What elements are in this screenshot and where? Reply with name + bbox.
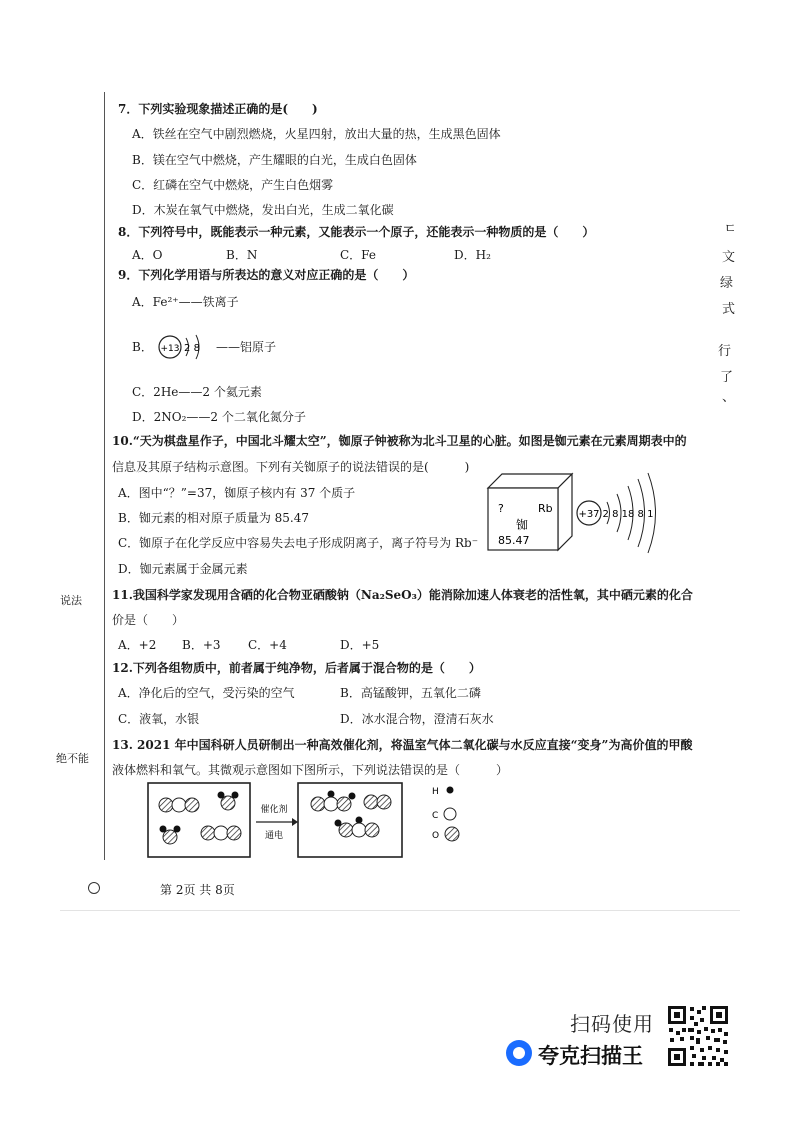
q11-option-b: B．+3 [182, 638, 221, 652]
q12-option-c: C．液氧，水银 [118, 712, 200, 726]
q12-option-b: B．高锰酸钾，五氧化二磷 [340, 686, 481, 700]
margin-glyph: 行 [718, 344, 732, 359]
page-number: 第 2页 共 8页 [160, 883, 235, 897]
al-shell-electrons: 2 8 [184, 343, 200, 354]
q8-stem: 8．下列符号中，既能表示一种元素，又能表示一个原子，还能表示一种物质的是（ ） [118, 225, 595, 239]
q12-stem: 12.下列各组物质中，前者属于纯净物，后者属于混合物的是（ ） [112, 661, 481, 675]
margin-glyph: 式 [722, 302, 736, 317]
condition-electricity: 通电 [264, 831, 284, 841]
rb-name: 铷 [516, 518, 529, 532]
q7-option-a: A．铁丝在空气中剧烈燃烧，火星四射，放出大量的热，生成黑色固体 [132, 127, 501, 141]
q11-option-d: D．+5 [340, 638, 380, 652]
q7-option-b: B．镁在空气中燃烧，产生耀眼的白光，生成白色固体 [132, 153, 417, 167]
atom-legend [428, 780, 488, 850]
aluminum-atom-diagram [156, 330, 218, 364]
rb-shell-electrons: 2 8 18 8 1 [602, 509, 654, 520]
q10-option-d: D．铷元素属于金属元素 [118, 562, 248, 576]
scanner-logo-icon [506, 1040, 532, 1066]
margin-text-a: 说法 [60, 594, 82, 607]
q13-stem-line1: 13. 2021 年中国科研人员研制出一种高效催化剂，将温室气体二氧化碳与水反应直接“变身”为高价值的甲酸 [112, 738, 693, 752]
q7-stem: 7．下列实验现象描述正确的是( ) [118, 102, 318, 116]
legend-c-atom [444, 808, 456, 820]
q9-option-d: D．2NO₂——2 个二氧化氮分子 [132, 410, 306, 424]
q12-option-d: D．冰水混合物，澄清石灰水 [340, 712, 494, 726]
q11-option-a: A．+2 [118, 638, 157, 652]
rubidium-element-cell [486, 472, 576, 552]
legend-c-label: C [432, 811, 439, 821]
condition-catalyst: 催化剂 [260, 805, 288, 815]
q8-option-a: A．O [132, 248, 163, 262]
q11-stem-line2: 价是（ ） [112, 613, 185, 627]
legend-h-label: H [432, 787, 439, 797]
q9-option-b-text: ——铝原子 [216, 340, 277, 354]
margin-text-b: 绝不能 [56, 752, 89, 765]
rb-atomic-mass: 85.47 [498, 534, 530, 547]
legend-o-atom [445, 827, 459, 841]
q10-stem-line1: 10.“天为棋盘星作子，中国北斗耀太空”，铷原子钟被称为北斗卫星的心脏。如图是铷元素在元素周期表中的 [112, 434, 687, 448]
legend-h-atom [447, 787, 454, 794]
q10-stem-line2: 信息及其原子结构示意图。下列有关铷原子的说法错误的是( ) [112, 460, 470, 474]
q7-option-c: C．红磷在空气中燃烧，产生白色烟雾 [132, 178, 334, 192]
q10-option-c: C．铷原子在化学反应中容易失去电子形成阴离子，离子符号为 Rb⁻ [118, 536, 479, 550]
rubidium-atom-diagram [574, 470, 660, 556]
q8-option-b: B．N [226, 248, 258, 262]
scanner-brand: 夸克扫描王 [538, 1044, 643, 1068]
page-divider [60, 910, 740, 911]
q12-option-a: A．净化后的空气，受污染的空气 [118, 686, 295, 700]
legend-o-label: O [432, 831, 440, 841]
margin-glyph: ㄷ [724, 222, 737, 237]
margin-glyph: 文 [722, 250, 736, 265]
q8-option-d: D．H₂ [454, 248, 491, 262]
margin-glyph: 、 [722, 390, 736, 405]
q9-option-c: C．2He——2 个氦元素 [132, 385, 262, 399]
q8-option-c: C．Fe [340, 248, 376, 262]
q11-stem-line1: 11.我国科学家发现用含硒的化合物亚硒酸钠（Na₂SeO₃）能消除加速人体衰老的活性氧，其中硒元素的化合 [112, 588, 693, 602]
co2-molecule [159, 798, 199, 812]
q11-option-c: C．+4 [248, 638, 287, 652]
rb-symbol: Rb [538, 502, 553, 515]
q10-option-a: A．图中“？”=37，铷原子核内有 37 个质子 [118, 486, 356, 500]
q10-option-b: B．铷元素的相对原子质量为 85.47 [118, 511, 309, 525]
rb-atomic-number: ? [498, 502, 504, 515]
q7-option-d: D．木炭在氧气中燃烧，发出白光，生成二氧化碳 [132, 203, 394, 217]
co2-molecule [201, 826, 241, 840]
q9-stem: 9．下列化学用语与所表达的意义对应正确的是（ ） [118, 268, 415, 282]
reaction-micro-diagram [146, 780, 416, 862]
al-nucleus-label: +13 [160, 344, 180, 354]
q9-option-a: A．Fe²⁺——铁离子 [132, 295, 239, 309]
q9-option-b-label: B． [132, 340, 153, 354]
scanner-slogan: 扫码使用 [570, 1012, 654, 1036]
rb-nucleus-label: +37 [578, 509, 600, 520]
margin-glyph: 了 [720, 370, 734, 385]
binding-line [104, 92, 105, 860]
q13-stem-line2: 液体燃料和氧气。其微观示意图如下图所示，下列说法错误的是（ ） [112, 763, 509, 777]
punch-hole-icon [88, 882, 100, 894]
margin-glyph: 绿 [720, 276, 734, 291]
qr-code-icon[interactable] [666, 1004, 730, 1068]
